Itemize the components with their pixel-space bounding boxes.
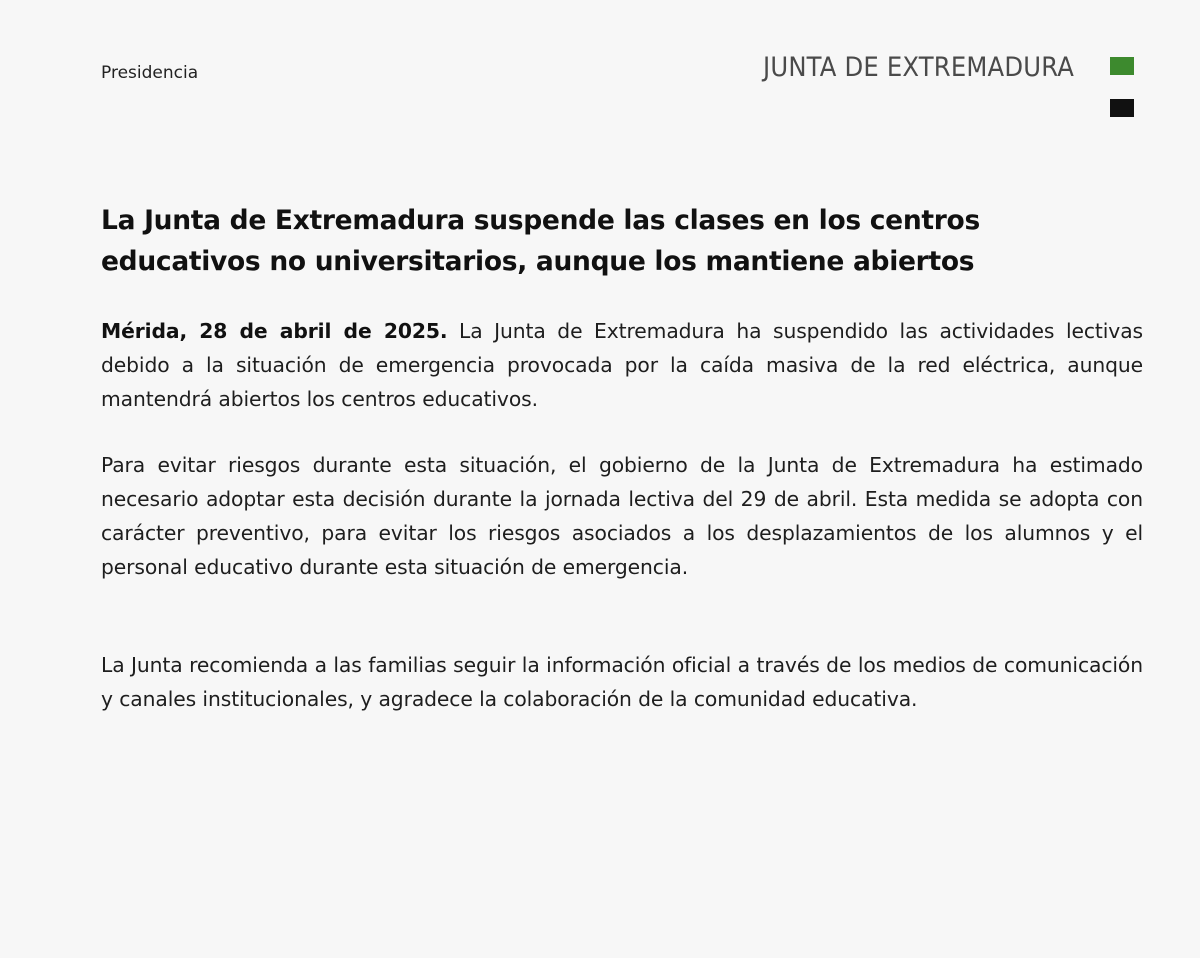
paragraph-3: La Junta recomienda a las familias seguir la información oficial a través de los medios de comunicación y canales institucionales, y agradece la colaboración de la comunidad educativa. [101, 653, 1143, 711]
junta-logo [763, 52, 1143, 124]
headline: La Junta de Extremadura suspende las clases en los centros educativos no universitarios, aunque los mantiene abiertos [101, 205, 980, 277]
paragraph-1 [101, 314, 1143, 416]
dateline: Mérida, 28 de abril de 2025. [101, 319, 448, 343]
paragraph-1-text: La Junta de Extremadura ha suspendido las actividades lectivas debido a la situación de emergencia provocada por la caída masiva de la red eléctrica, aunque mantendrá abiertos los centros educativos. [101, 319, 1143, 411]
paragraph-2: Para evitar riesgos durante esta situación, el gobierno de la Junta de Extremadura ha estimado necesario adoptar esta decisión durante la jornada lectiva del 29 de abril. Esta medida se adopta con carácter preventivo, para evitar los riesgos asociados a los desplazamientos de los alumnos y el personal educativo durante esta situación de emergencia. [101, 453, 1143, 579]
logo-green-square-icon [1110, 57, 1134, 75]
department-label: Presidencia [101, 63, 199, 83]
logo-text: JUNTA DE EXTREMADURA [763, 52, 1075, 83]
logo-black-square-icon [1110, 99, 1134, 117]
